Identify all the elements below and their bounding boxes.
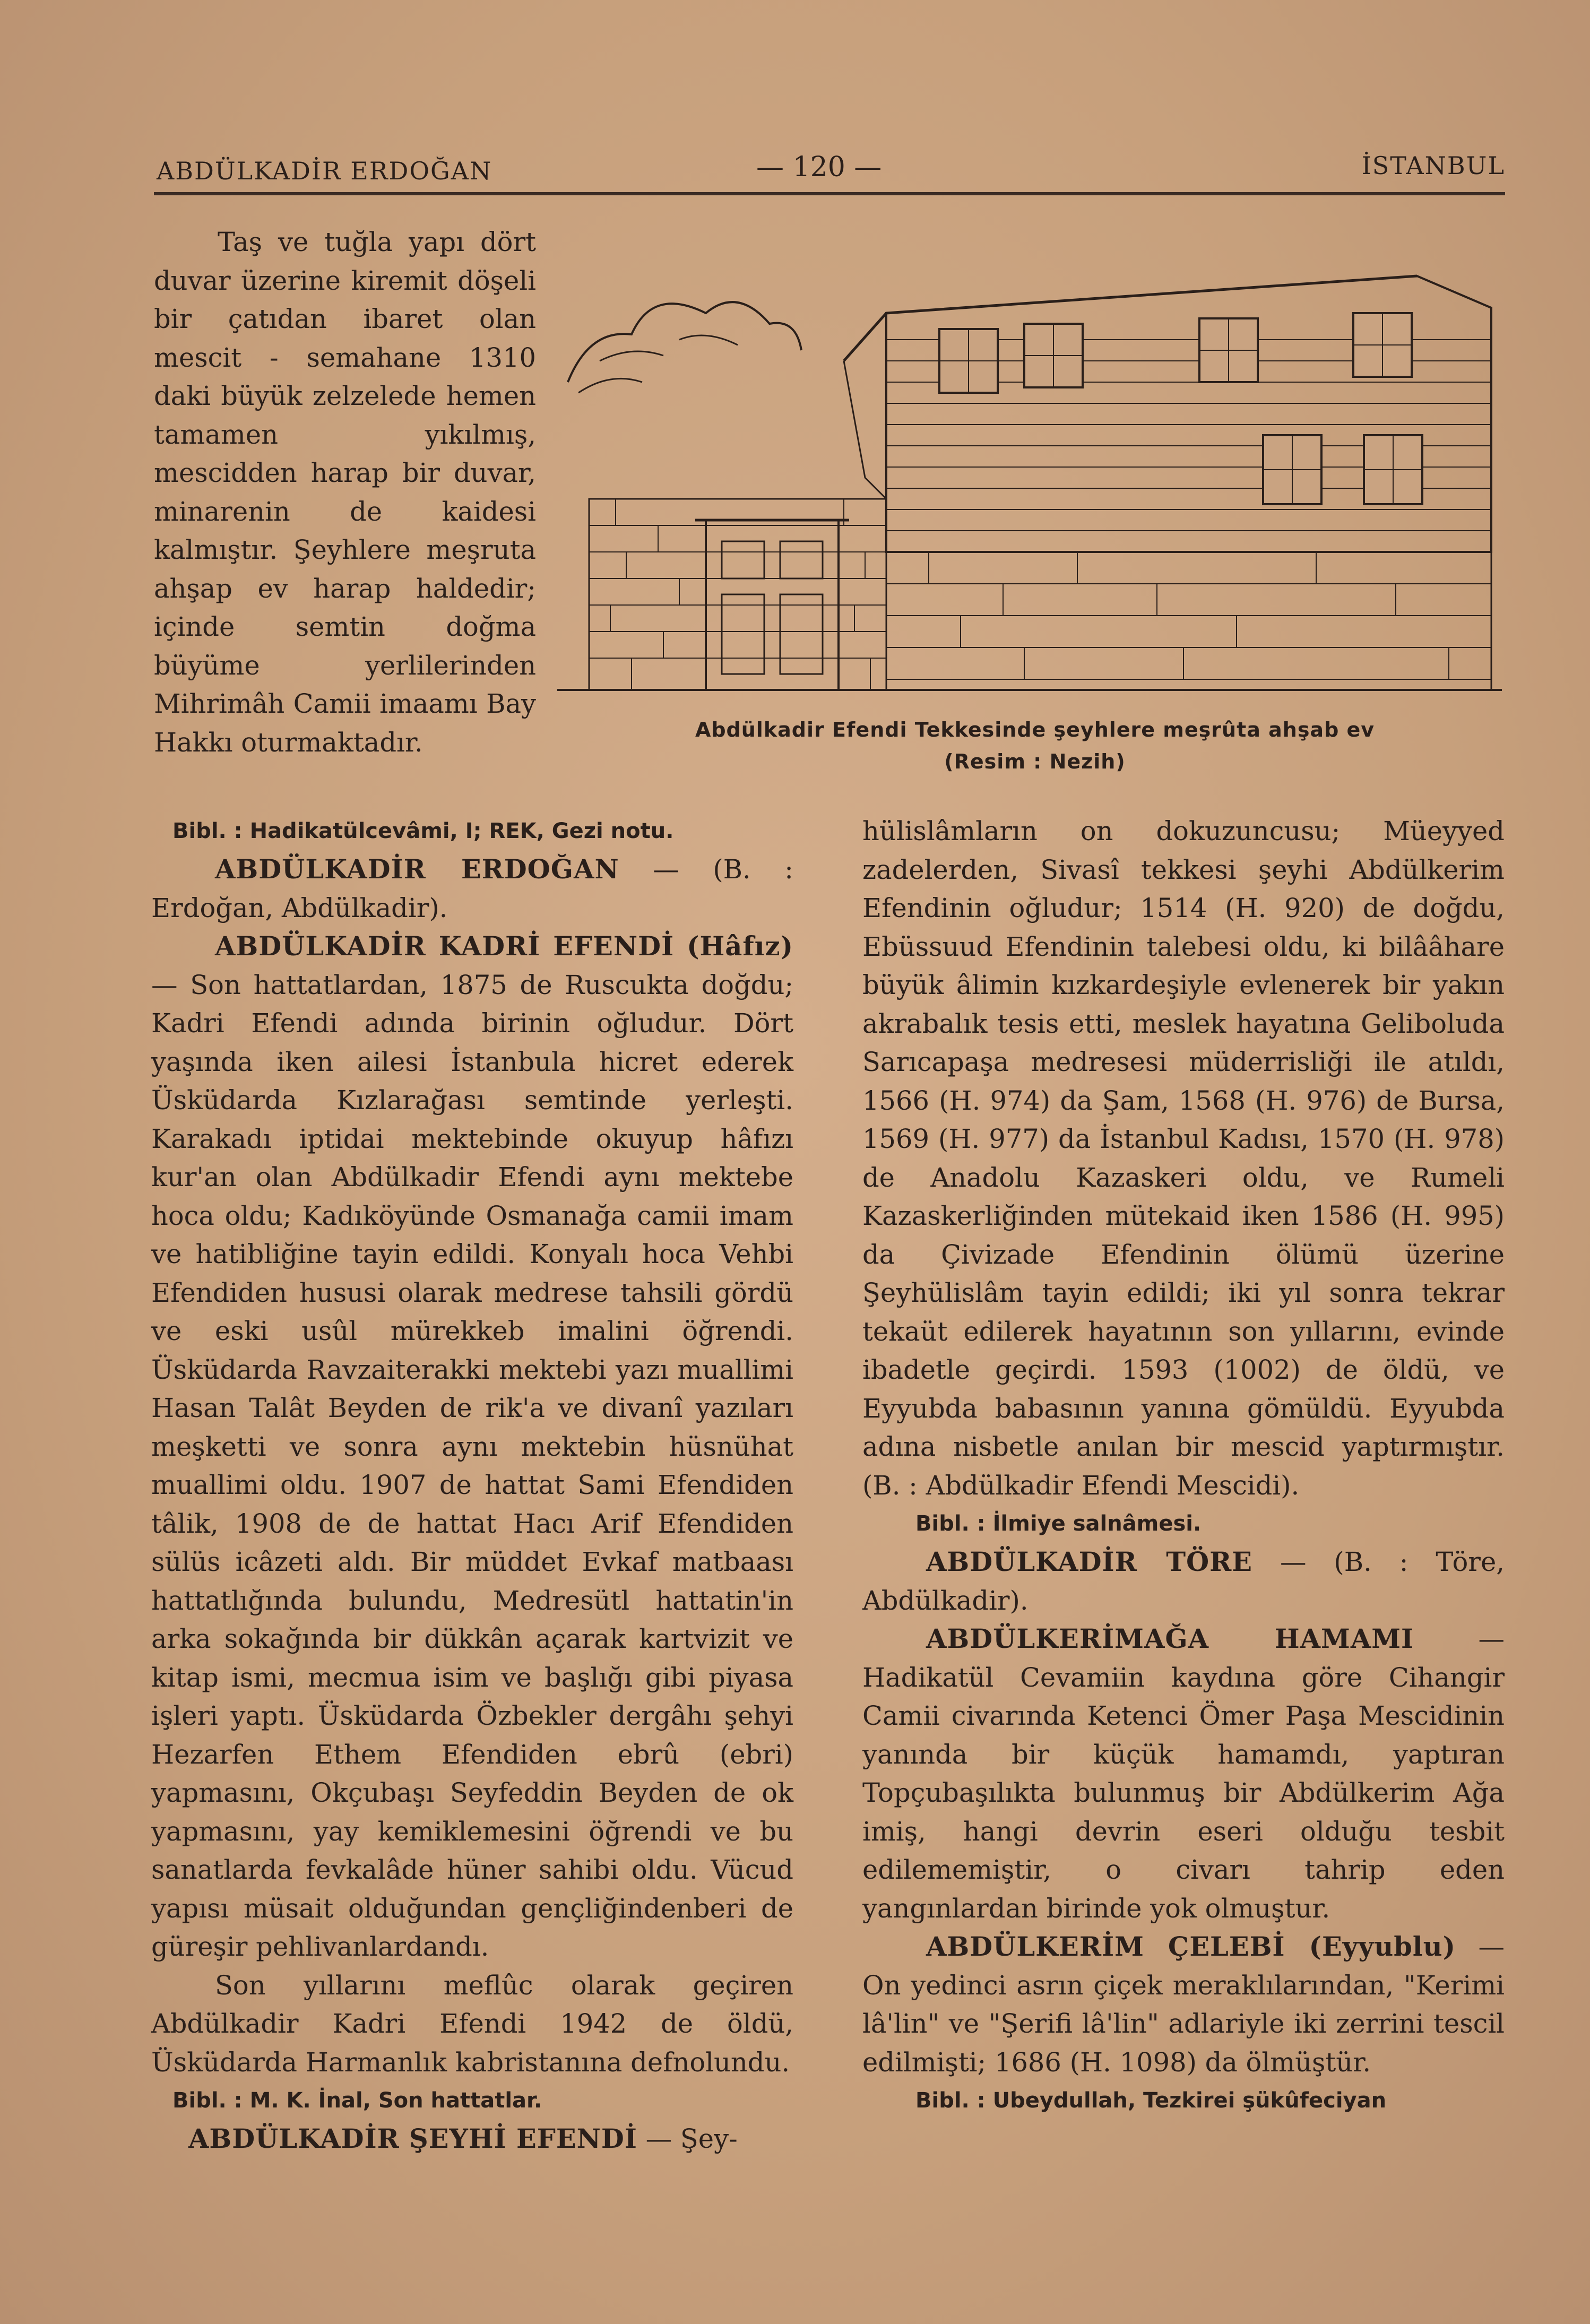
- header-rule: [154, 192, 1505, 195]
- header-section: İSTANBUL: [1361, 151, 1505, 180]
- entry-headword: ABDÜLKADİR KADRİ EFENDİ (Hâfız): [215, 931, 793, 962]
- entry-headword: ABDÜLKADİR ERDOĞAN: [215, 854, 619, 885]
- page-number: — 120 —: [756, 151, 882, 183]
- bibliography: Bibl. : Hadikatülcevâmi, I; REK, Gezi notu.: [172, 819, 674, 843]
- intro-paragraph: Taş ve tuğla yapı dört duvar üzerine kiremit döşeli bir çatıdan ibaret olan mescit - semahane 1310 daki büyük zelzelede hemen tamamen yıkılmış, mescidden harap bir duvar, minarenin de kaidesi kalmıştır. Şeyhlere meşruta ahşap ev harap haldedir; içinde semtin doğma büyüme yerlilerinden Mihrimâh Camii imaamı Bay Hakkı oturmaktadır.: [154, 227, 536, 758]
- entry-headword: ABDÜLKERİMAĞA HAMAMI: [926, 1623, 1414, 1654]
- left-column: [151, 812, 793, 2158]
- figure-caption: [616, 714, 1454, 777]
- house-illustration: [547, 223, 1513, 701]
- running-header: [157, 151, 1505, 188]
- bibliography: Bibl. : İlmiye salnâmesi.: [915, 1511, 1202, 1536]
- caption-title: Abdülkadir Efendi Tekkesinde şeyhlere meşrûta ahşab ev: [695, 718, 1375, 741]
- left-column-intro: [154, 223, 536, 762]
- entry-abdulkerim-celebi: [862, 1928, 1505, 2081]
- entry-abdulkadir-seyhi-efendi: [151, 2120, 793, 2158]
- entry-text: — Şey-: [637, 2123, 738, 2154]
- entry-abdulkadir-kadri-efendi: [151, 927, 793, 1966]
- entry-text: — On yedinci asrın çiçek meraklılarından, "Kerimi lâ'lin" ve "Şerifi lâ'lin" adlariyle iki zerrini tescil edilmişti; 1686 (H. 1098) da ölmüştür.: [862, 1931, 1505, 2078]
- entry-headword: ABDÜLKADİR ŞEYHİ EFENDİ: [188, 2123, 637, 2154]
- entry-text: — Son hattatlardan, 1875 de Ruscukta doğdu; Kadri Efendi adında birinin oğludur. Dört yaşında iken ailesi İstanbula hicret ederek Üsküdarda Kızlarağası semtinde yerleşti. Karakadı iptidai mektebinde okuyup hâfızı kur'an olan Abdülkadir Efendi aynı mektebe hoca oldu; Kadıköyünde Osmanağa camii imam ve hatibliğine tayin edildi. Konyalı hoca Vehbi Efendiden hususi olarak medrese tahsili gördü ve eski usûl mürekkeb imalini öğrendi. Üsküdarda Ravzaiterakki mektebi yazı muallimi Hasan Talât Beyden de rik'a ve divanî yazıları meşketti ve sonra aynı mektebin hüsnühat muallimi oldu. 1907 de hattat Sami Efendiden tâlik, 1908 de de hattat Hacı Arif Efendiden sülüs icâzeti aldı. Bir müddet Evkaf matbaası hattatlığında bulundu, Medresütl hattatin'in arka sokağında bir dükkân açarak kartvizit ve kitap ismi, mecmua isim ve başlığı gibi piyasa işleri yaptı. Üsküdarda Özbekler dergâhı şehyi Hezarfen Ethem Efendiden ebrû (ebri) yapmasını, Okçubaşı Seyfeddin Beyden de ok yapmasını, yay kemiklemesini öğrendi ve bu sanatlarda fevkalâde hüner sahibi oldu. Vücud yapısı müsait olduğundan gençliğindenberi de güreşir pehlivanlardandı.: [151, 969, 793, 1962]
- entry-paragraph: Son yıllarını meflûc olarak geçiren Abdülkadir Kadri Efendi 1942 de öldü, Üsküdarda Harmanlık kabristanına defnolundu.: [151, 1969, 793, 2078]
- right-column: [862, 812, 1505, 2120]
- bibliography: Bibl. : Ubeydullah, Tezkirei şükûfeciyan: [915, 2088, 1387, 2113]
- caption-credit: (Resim : Nezih): [944, 750, 1126, 773]
- entry-headword: ABDÜLKADİR TÖRE: [926, 1547, 1253, 1577]
- continued-paragraph: hülislâmların on dokuzuncusu; Müeyyed zadelerden, Sivasî tekkesi şeyhi Abdülkerim Efendinin oğludur; 1514 (H. 920) de doğdu, Ebüssuud Efendinin talebesi oldu, ki bilââhare büyük âlimin kızkardeşiyle evlenerek bir yakın akrabalık tesis etti, meslek hayatına Geliboluda Sarıcapaşa medresesi müderrisliği ile atıldı, 1566 (H. 974) da Şam, 1568 (H. 976) de Bursa, 1569 (H. 977) da İstanbul Kadısı, 1570 (H. 978) de Anadolu Kazaskeri oldu, ve Rumeli Kazaskerliğinden mütekaid iken 1586 (H. 995) da Çivizade Efendinin ölümü üzerine Şeyhülislâm tayin edildi; iki yıl sonra tekrar tekaüt edilerek hayatının son yıllarını, evinde ibadetle geçirdi. 1593 (1002) de öldü, ve Eyyubda babasının yanına gömüldü. Eyyubda adına nisbetle anılan bir mescid yaptırmıştır. (B. : Abdülkadir Efendi Mescidi).: [862, 816, 1505, 1501]
- entry-abdulkadir-tore: [862, 1543, 1505, 1620]
- entry-headword: ABDÜLKERİM ÇELEBİ (Eyyublu): [926, 1931, 1456, 1962]
- entry-text: — Hadikatül Cevamiin kaydına göre Cihangir Camii civarında Ketenci Ömer Paşa Mescidinin yanında bir küçük hamamdı, yaptıran Topçubaşılıkta bulunmuş bir Abdülkerim Ağa imiş, hangi devrin eseri olduğu tesbit edilememiştir, o civarı tahrip eden yangınlardan birinde yok olmuştur.: [862, 1623, 1505, 1924]
- bibliography: Bibl. : M. K. İnal, Son hattatlar.: [172, 2088, 542, 2113]
- entry-text: — (B. : Erdoğan, Abdülkadir).: [151, 854, 793, 923]
- entry-abdulkadir-erdogan: [151, 850, 793, 927]
- header-author: ABDÜLKADİR ERDOĞAN: [157, 157, 492, 185]
- entry-text: — (B. : Töre, Abdülkadir).: [862, 1547, 1505, 1616]
- entry-abdulkerimaga-hamami: [862, 1620, 1505, 1928]
